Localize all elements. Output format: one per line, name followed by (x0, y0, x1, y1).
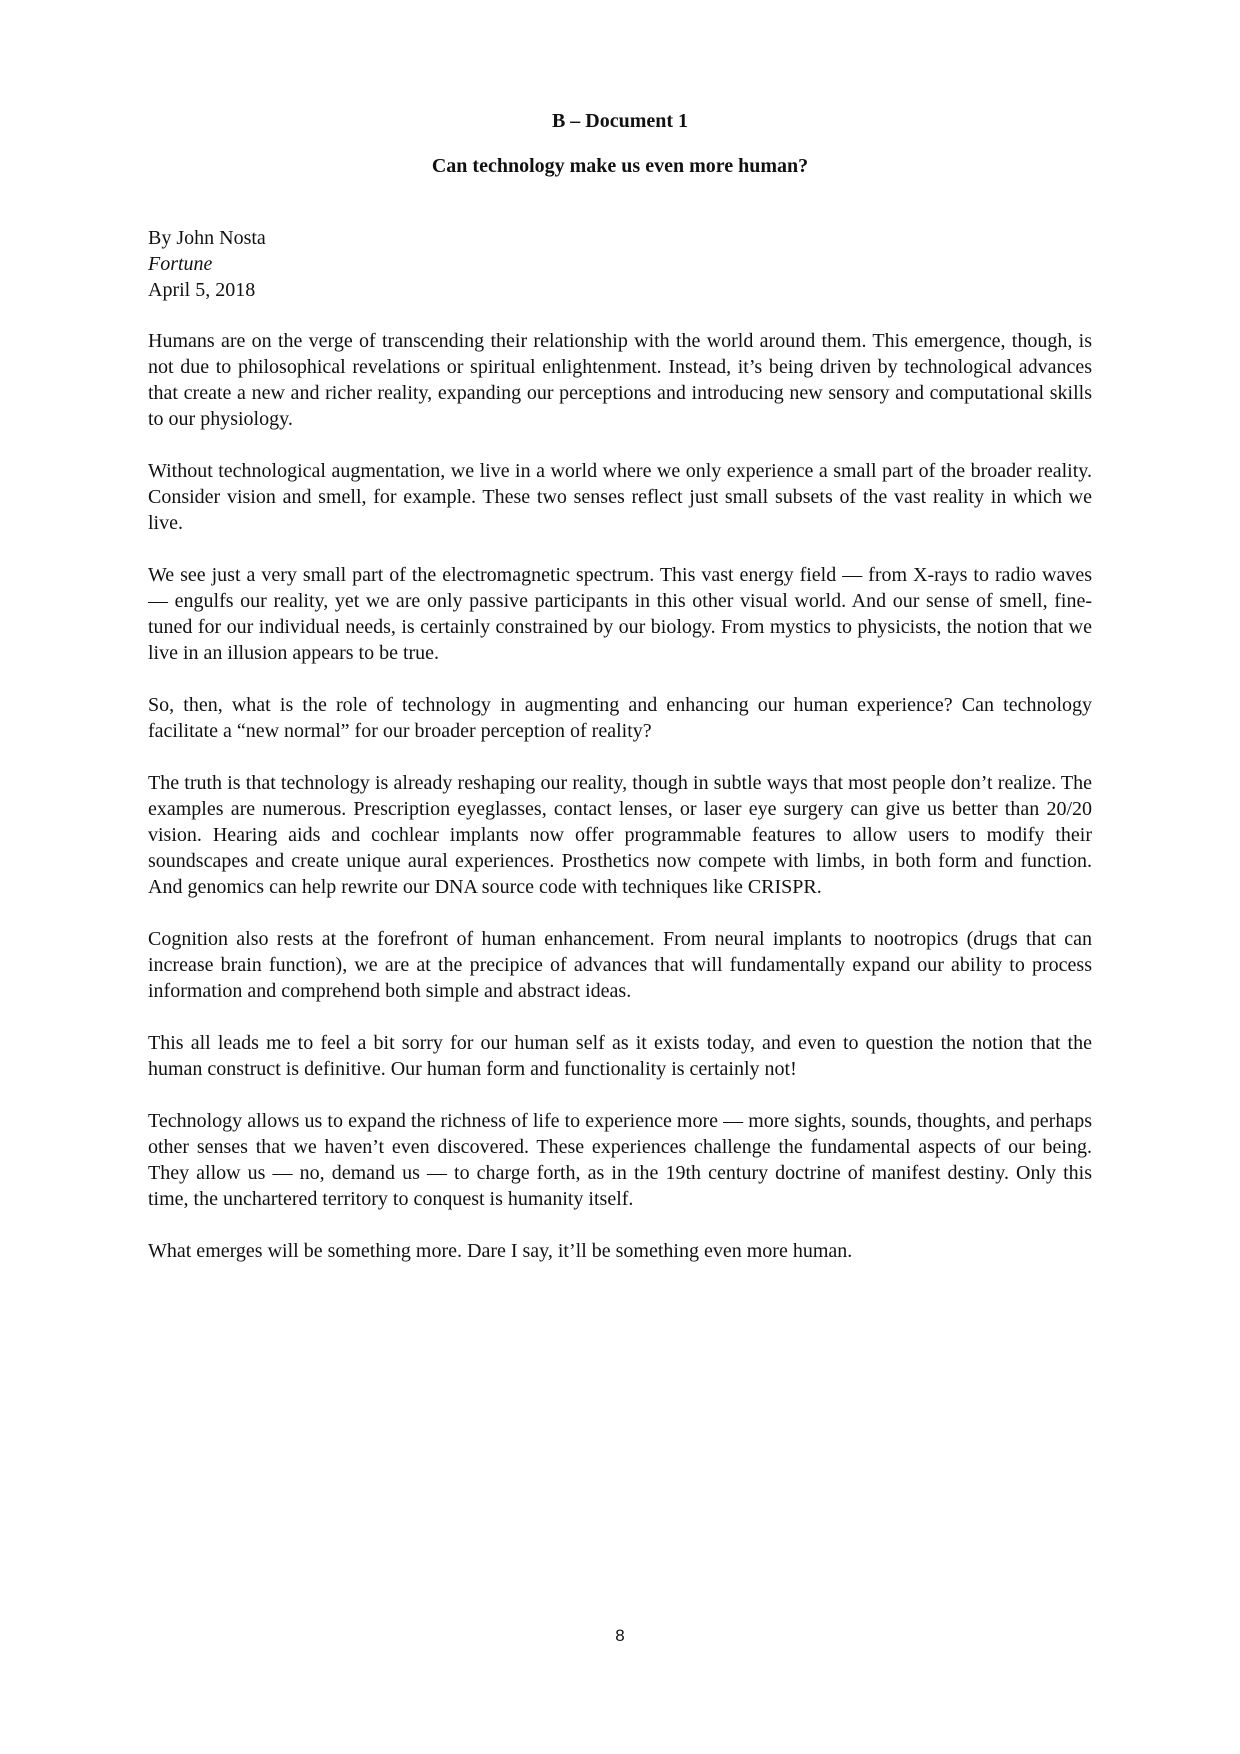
paragraph: This all leads me to feel a bit sorry for our human self as it exists today, and even to question the notion that the human construct is definitive. Our human form and functionality is certainly not! (148, 1032, 1092, 1080)
paragraph: We see just a very small part of the electromagnetic spectrum. This vast energy field — from X-rays to radio waves — engulfs our reality, yet we are only passive participants in this other visual world. And our sense of smell, fine-tuned for our individual needs, is certainly constrained by our biology. From mystics to physicists, the notion that we live in an illusion appears to be true. (148, 564, 1092, 664)
paragraph: Humans are on the verge of transcending their relationship with the world around them. This emergence, though, is not due to philosophical revelations or spiritual enlightenment. Instead, it’s being driven by technological advances that create a new and richer reality, expanding our perceptions and introducing new sensory and computational skills to our physiology. (148, 330, 1092, 430)
publication-date: April 5, 2018 (148, 279, 256, 301)
paragraph: What emerges will be something more. Dare I say, it’ll be something even more human. (148, 1240, 853, 1262)
page-number: 8 (615, 1626, 625, 1645)
paragraph: Cognition also rests at the forefront of human enhancement. From neural implants to nootropics (drugs that can increase brain function), we are at the precipice of advances that will fundamentally expand our ability to process information and comprehend both simple and abstract ideas. (148, 928, 1092, 1002)
publication-name: Fortune (148, 253, 213, 275)
article-byline (148, 225, 1092, 303)
paragraph: Without technological augmentation, we live in a world where we only experience a small part of the broader reality. Consider vision and smell, for example. These two senses reflect just small subsets of the vast reality in which we live. (148, 460, 1092, 534)
article-title: Can technology make us even more human? (431, 155, 809, 177)
paragraph: The truth is that technology is already reshaping our reality, though in subtle ways that most people don’t realize. The examples are numerous. Prescription eyeglasses, contact lenses, or laser eye surgery can give us better than 20/20 vision. Hearing aids and cochlear implants now offer programmable features to allow users to modify their soundscapes and create unique aural experiences. Prosthetics now compete with limbs, in both form and function. And genomics can help rewrite our DNA source code with techniques like CRISPR. (148, 772, 1092, 898)
paragraph: Technology allows us to expand the richness of life to experience more — more sights, sounds, thoughts, and perhaps other senses that we haven’t even discovered. These experiences challenge the fundamental aspects of our being. They allow us — no, demand us — to charge forth, as in the 19th century doctrine of manifest destiny. Only this time, the unchartered territory to conquest is humanity itself. (148, 1110, 1092, 1210)
section-label: B – Document 1 (551, 110, 689, 132)
author-name: By John Nosta (148, 227, 266, 249)
paragraph: So, then, what is the role of technology in augmenting and enhancing our human experience? Can technology facilitate a “new normal” for our broader perception of reality? (148, 694, 1092, 742)
article-body (148, 328, 1092, 1290)
